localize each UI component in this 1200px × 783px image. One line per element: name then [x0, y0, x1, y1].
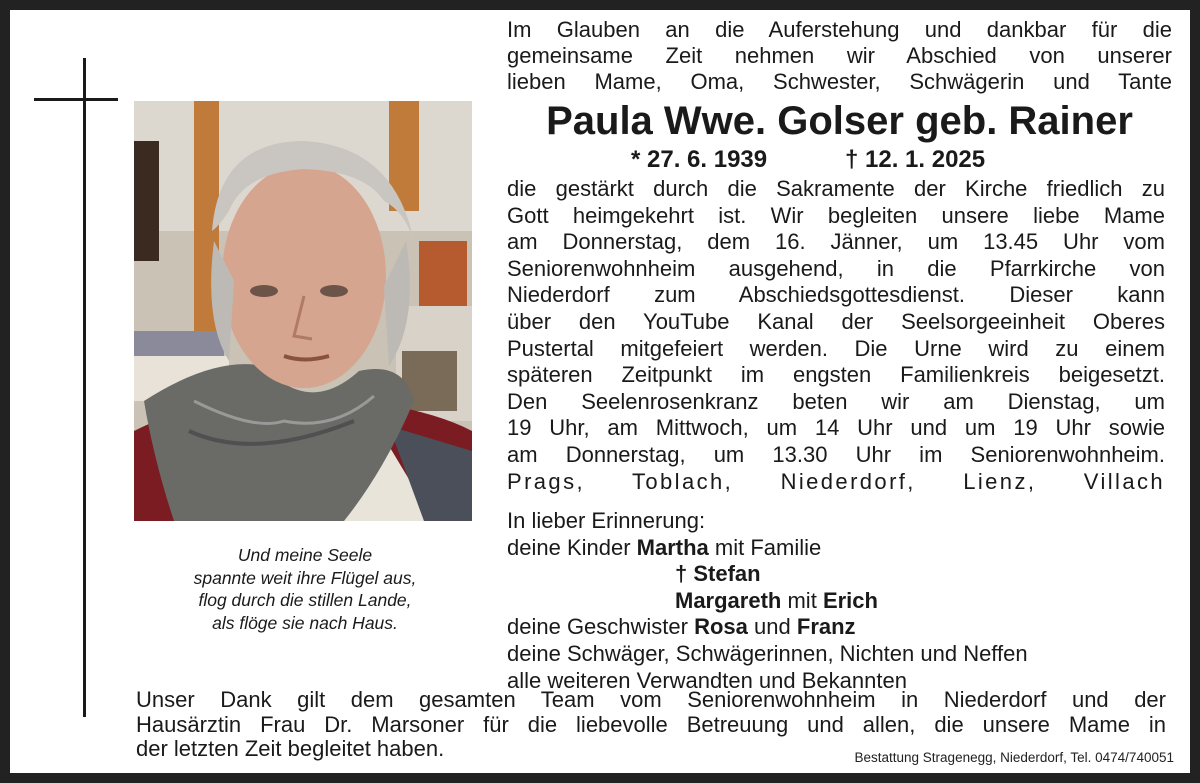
others-line: alle weiteren Verwandten und Bekannten: [507, 667, 907, 693]
siblings-and: und: [754, 614, 791, 640]
inlaws-line: deine Schwäger, Schwägerinnen, Nichten und Neffen: [507, 640, 1028, 666]
sibling-name: Rosa: [694, 614, 748, 640]
cross-horizontal-bar: [34, 98, 118, 101]
poem: [140, 544, 470, 634]
thanks-line: Hausärztin Frau Dr. Marsoner für die liebevolle Betreuung und allen, die unsere Mame in: [136, 711, 1166, 737]
child-mid: mit: [787, 587, 817, 613]
thanks-line: der letzten Zeit begleitet haben.: [136, 736, 445, 761]
poem-line: spannte weit ihre Flügel aus,: [193, 567, 417, 588]
cross-vertical-bar: [83, 58, 86, 717]
child-name: Martha: [636, 534, 709, 560]
body-line: Den Seelenrosenkranz beten wir am Dienstag, um: [507, 388, 1165, 414]
body-line: am Donnerstag, dem 16. Jänner, um 13.45 Uhr vom: [507, 229, 1165, 255]
child-suffix: mit Familie: [714, 534, 822, 560]
body-line: späteren Zeitpunkt im engsten Familienkreis beigesetzt.: [507, 362, 1165, 388]
birth-date: * 27. 6. 1939: [631, 146, 768, 173]
partner-name: Erich: [822, 587, 878, 613]
body-line: Pustertal mitgefeiert werden. Die Urne wird zu einem: [507, 335, 1165, 361]
body-line: 19 Uhr, am Mittwoch, um 14 Uhr und um 19 Uhr sowie: [507, 415, 1165, 441]
poem-line: als flöge sie nach Haus.: [212, 612, 398, 633]
child-name: Margareth: [675, 587, 782, 613]
children-line: [507, 535, 1172, 562]
body-line: am Donnerstag, um 13.30 Uhr im Seniorenwohnheim.: [507, 441, 1165, 467]
body-line: Niederdorf zum Abschiedsgottesdienst. Dieser kann: [507, 282, 1165, 308]
mourners-list: [507, 508, 1172, 694]
child-line: [507, 588, 1172, 615]
announcement-body: [507, 176, 1165, 495]
death-date: † 12. 1. 2025: [845, 146, 986, 173]
intro-line: lieben Mame, Oma, Schwester, Schwägerin und Tante: [507, 69, 1172, 94]
child-line: [507, 561, 1172, 588]
body-line: über den YouTube Kanal der Seelsorgeeinheit Oberes: [507, 308, 1165, 334]
children-prefix: deine Kinder: [507, 534, 631, 560]
thanks-line: Unser Dank gilt dem gesamten Team vom Seniorenwohnheim in Niederdorf und der: [136, 687, 1166, 712]
child-name: † Stefan: [675, 561, 761, 587]
siblings-line: [507, 614, 1172, 641]
obituary-page: [10, 10, 1190, 773]
siblings-prefix: deine Geschwister: [507, 614, 688, 640]
intro-text: [507, 17, 1172, 95]
body-line: die gestärkt durch die Sakramente der Kirche friedlich zu: [507, 176, 1165, 201]
intro-line: gemeinsame Zeit nehmen wir Abschied von unserer: [507, 43, 1172, 68]
mourners-heading: In lieber Erinnerung:: [507, 508, 706, 533]
undertaker-contact: Bestattung Stragenegg, Niederdorf, Tel. 0474/740051: [854, 750, 1174, 765]
deceased-name: Paula Wwe. Golser geb. Rainer: [546, 99, 1133, 143]
places-line: Prags, Toblach, Niederdorf, Lienz, Villach: [507, 468, 1165, 494]
poem-line: flog durch die stillen Lande,: [198, 590, 412, 610]
poem-line: Und meine Seele: [237, 545, 373, 565]
portrait-photo: [134, 101, 472, 521]
sibling-name: Franz: [796, 614, 856, 640]
body-line: Gott heimgekehrt ist. Wir begleiten unsere liebe Mame: [507, 202, 1165, 228]
body-line: Seniorenwohnheim ausgehend, in die Pfarrkirche von: [507, 255, 1165, 281]
intro-line: Im Glauben an die Auferstehung und dankbar für die: [507, 17, 1172, 42]
